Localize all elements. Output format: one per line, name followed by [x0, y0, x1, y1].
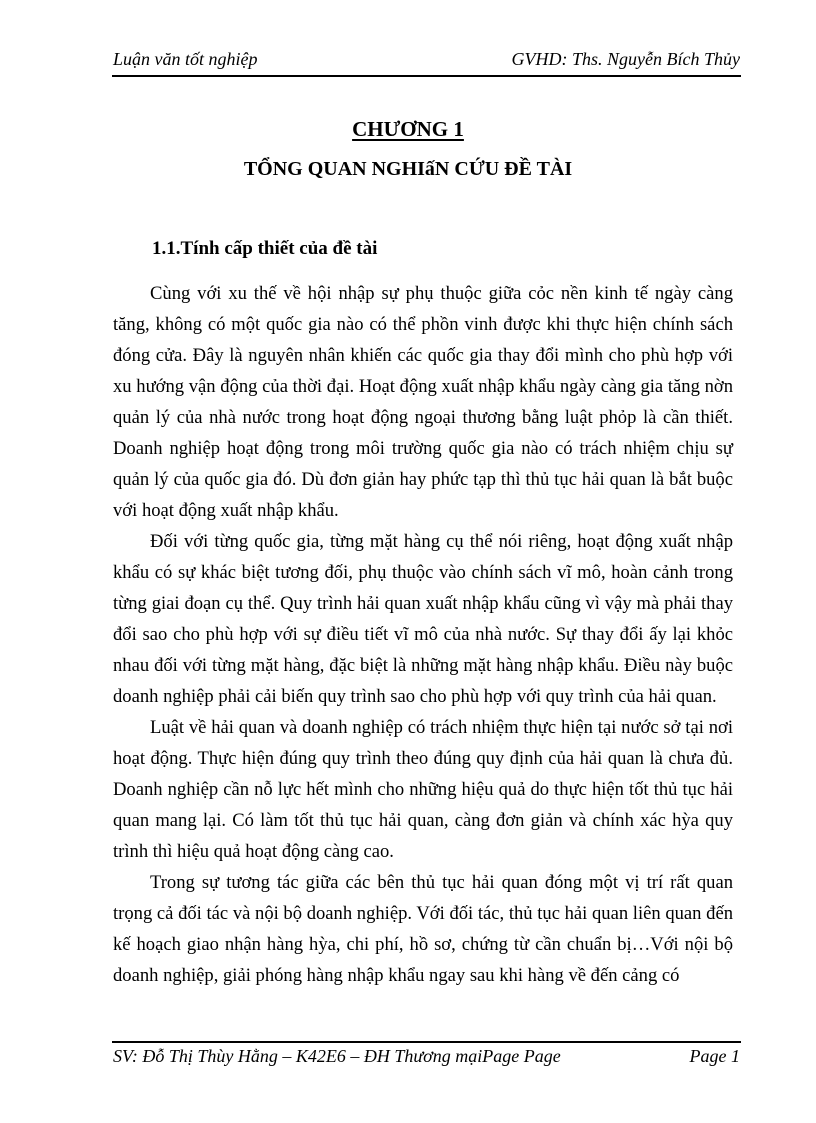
paragraph: Đối với từng quốc gia, từng mặt hàng cụ thể nói riêng, hoạt động xuất nhập khẩu có sự khác biệt tương đối, phụ thuộc vào chính sách vĩ mô, hoàn cảnh trong từng giai đoạn cụ thể. Quy trình hải quan xuất nhập khẩu cũng vì vậy mà phải thay đổi sao cho phù hợp với sự điều tiết vĩ mô của nhà nước. Sự thay đổi ấy lại khỏc nhau đối với từng mặt hàng, đặc biệt là những mặt hàng nhập khẩu. Điều này buộc doanh nghiệp phải cải biến quy trình sao cho phù hợp với quy trình của hải quan. — [113, 531, 733, 707]
header-thesis-label: Luận văn tốt nghiệp — [113, 49, 258, 69]
paragraph: Trong sự tương tác giữa các bên thủ tục hải quan đóng một vị trí rất quan trọng cả đối tác và nội bộ doanh nghiệp. Với đối tác, thủ tục hải quan liên quan đến kế hoạch giao nhận hàng hỳa, chi phí, hồ sơ, chứng từ cần chuẩn bị…Với nội bộ doanh nghiệp, giải phóng hàng nhập khẩu ngay sau khi hàng về đến cảng có — [113, 872, 733, 986]
body-text — [113, 278, 733, 991]
section-heading: 1.1.Tính cấp thiết của đề tài — [152, 238, 378, 259]
chapter-label: CHƯƠNG 1 — [352, 117, 464, 141]
header-rule — [112, 75, 741, 77]
footer-student-label: SV: Đỗ Thị Thùy Hằng – K42E6 – ĐH Thương mạiPage Page — [113, 1046, 561, 1066]
paragraph: Luật về hải quan và doanh nghiệp có trách nhiệm thực hiện tại nước sở tại nơi hoạt động. Thực hiện đúng quy trình theo đúng quy định của hải quan là chưa đủ. Doanh nghiệp cần nỗ lực hết mình cho những hiệu quả do thực hiện tốt thủ tục hải quan mang lại. Có làm tốt thủ tục hải quan, càng đơn giản và chính xác hỳa quy trình thì hiệu quả hoạt động càng cao. — [113, 717, 733, 862]
page-header — [113, 40, 740, 70]
page-footer — [113, 1046, 740, 1067]
header-advisor-label: GVHD: Ths. Nguyễn Bích Thủy — [511, 49, 740, 69]
footer-rule — [112, 1041, 741, 1043]
chapter-title: TỔNG QUAN NGHIấN CỨU ĐỀ TÀI — [243, 158, 573, 180]
page-number: Page 1 — [689, 1046, 740, 1066]
paragraph: Cùng với xu thế về hội nhập sự phụ thuộc giữa cỏc nền kinh tế ngày càng tăng, không có một quốc gia nào có thể phồn vinh được khi thực hiện chính sách đóng cửa. Đây là nguyên nhân khiến các quốc gia thay đổi mình cho phù hợp với xu hướng vận động của thời đại. Hoạt động xuất nhập khẩu ngày càng gia tăng nờn quản lý của nhà nước trong hoạt động ngoại thương bằng luật phỏp là cần thiết. Doanh nghiệp hoạt động trong môi trường quốc gia nào có trách nhiệm chịu sự quản lý của quốc gia đó. Dù đơn giản hay phức tạp thì thủ tục hải quan là bắt buộc với hoạt động xuất nhập khẩu. — [113, 283, 733, 521]
